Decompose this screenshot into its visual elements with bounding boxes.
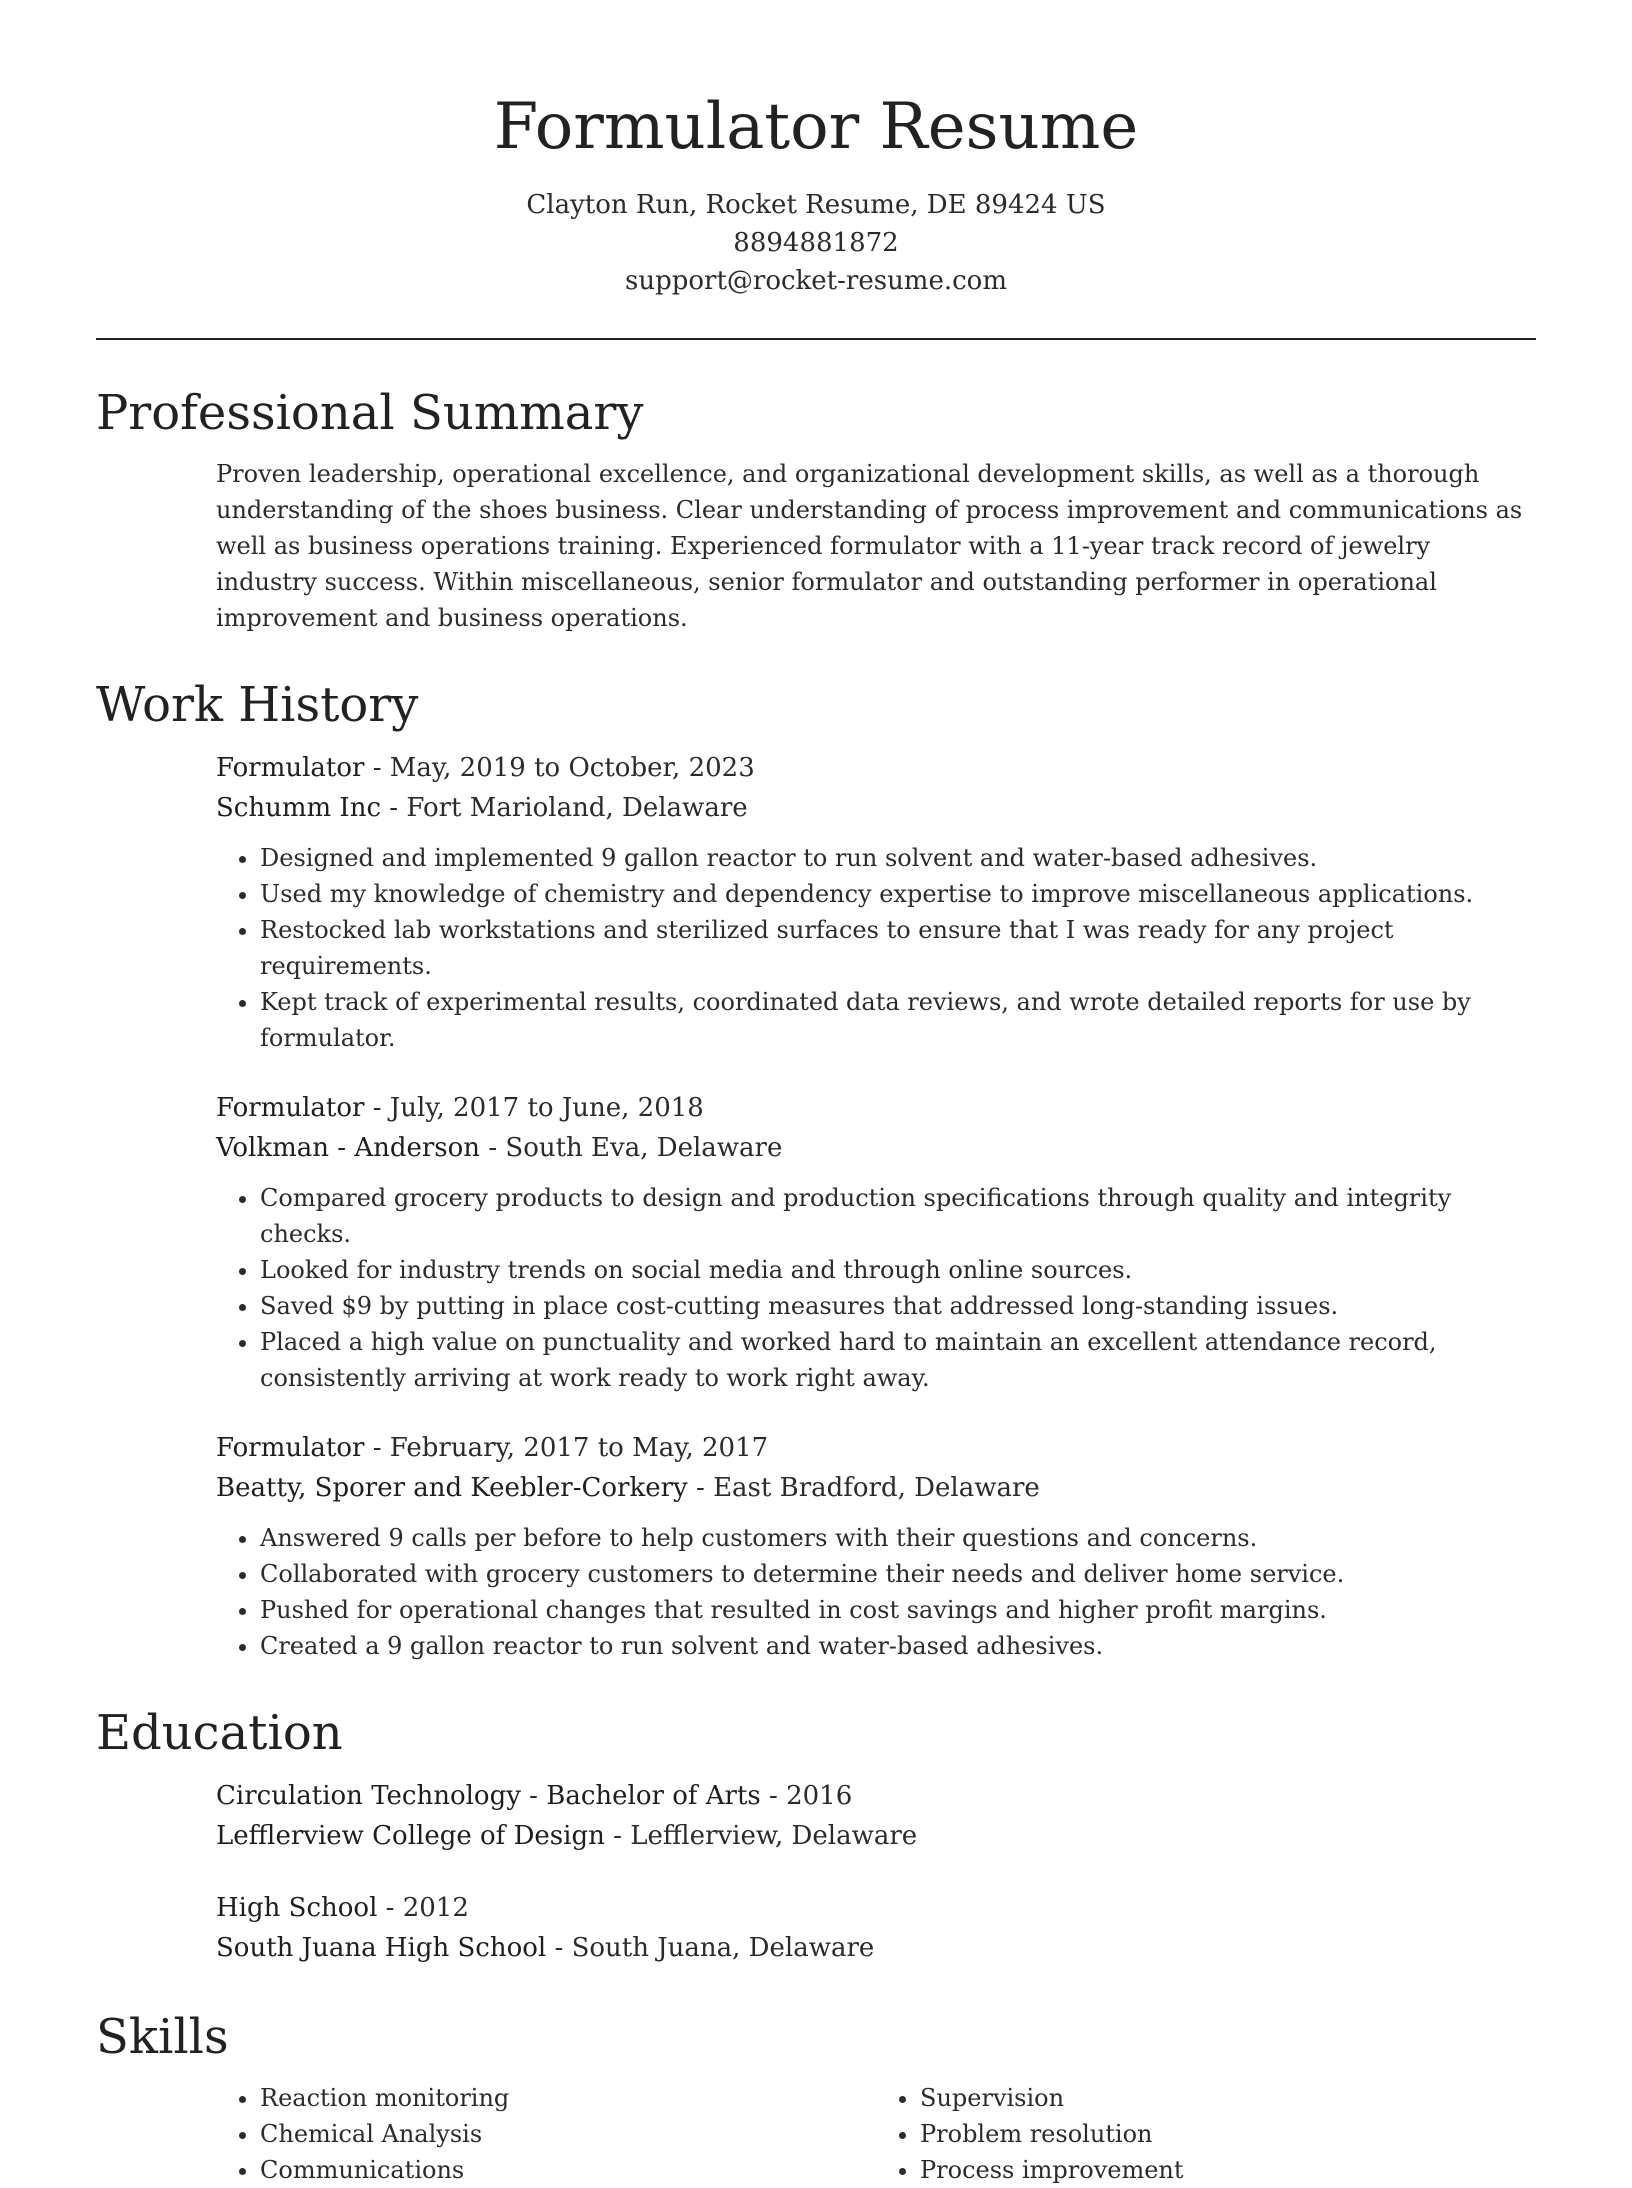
resume-header (96, 0, 1536, 300)
job-title-line (216, 1088, 1536, 1128)
education-section (96, 1704, 1536, 1968)
education-year: 2012 (402, 1893, 469, 1923)
work-history-heading: Work History (96, 677, 419, 733)
list-item: • Chemical Analysis (260, 2116, 876, 2152)
list-item: • Reaction monitoring (260, 2080, 876, 2116)
education-degree: Bachelor of Arts (546, 1781, 761, 1811)
list-item: • Kept track of experimental results, coordinated data reviews, and wrote detailed reports for use by formulator. (260, 984, 1536, 1056)
job-position: Formulator (216, 753, 365, 783)
education-entry (216, 1888, 1536, 1968)
job-position: Formulator (216, 1433, 365, 1463)
list-item: • Process improvement (920, 2152, 1536, 2188)
education-heading: Education (96, 1705, 343, 1761)
education-field: Circulation Technology (216, 1781, 521, 1811)
list-item: • Restocked lab workstations and sterilized surfaces to ensure that I was ready for any project requirements. (260, 912, 1536, 984)
list-item: • Communications (260, 2152, 876, 2188)
skills-list-right (876, 2080, 1536, 2188)
job-entry (216, 1428, 1536, 1664)
job-entry (216, 1088, 1536, 1396)
job-location: South Eva, Delaware (505, 1133, 783, 1163)
separator: - (364, 1433, 390, 1463)
education-school: South Juana High School (216, 1933, 547, 1963)
separator: - (520, 1781, 547, 1811)
skills-columns (216, 2080, 1536, 2188)
job-title-line (216, 748, 1536, 788)
separator: - (364, 753, 390, 783)
job-company-line (216, 788, 1536, 828)
list-item: • Created a 9 gallon reactor to run solvent and water-based adhesives. (260, 1628, 1536, 1664)
list-item: • Pushed for operational changes that resulted in cost savings and higher profit margins. (260, 1592, 1536, 1628)
education-school-line (216, 1816, 1536, 1856)
list-item: • Used my knowledge of chemistry and dependency expertise to improve miscellaneous applications. (260, 876, 1536, 912)
list-item: • Looked for industry trends on social media and through online sources. (260, 1252, 1536, 1288)
list-item: • Designed and implemented 9 gallon reactor to run solvent and water-based adhesives. (260, 840, 1536, 876)
separator: - (687, 1473, 714, 1503)
job-company: Beatty, Sporer and Keebler-Corkery (216, 1473, 688, 1503)
job-company: Schumm Inc (216, 793, 382, 823)
education-field: High School (216, 1893, 378, 1923)
education-school: Lefflerview College of Design (216, 1821, 605, 1851)
summary-heading: Professional Summary (96, 385, 644, 441)
job-bullets (216, 1180, 1536, 1396)
header-divider (96, 338, 1536, 340)
education-degree-line (216, 1776, 1536, 1816)
job-bullets (216, 1520, 1536, 1664)
education-entry (216, 1776, 1536, 1856)
separator: - (364, 1093, 390, 1123)
separator: - (546, 1933, 572, 1963)
list-item: • Collaborated with grocery customers to determine their needs and deliver home service. (260, 1556, 1536, 1592)
job-company-line (216, 1128, 1536, 1168)
education-location: South Juana, Delaware (571, 1933, 875, 1963)
skills-heading: Skills (96, 2009, 229, 2065)
job-company: Volkman - Anderson (216, 1133, 481, 1163)
contact-address: Clayton Run, Rocket Resume, DE 89424 US (526, 190, 1106, 220)
separator: - (381, 793, 407, 823)
job-entry (216, 748, 1536, 1056)
job-company-line (216, 1468, 1536, 1508)
summary-section (96, 384, 1536, 636)
list-item: • Problem resolution (920, 2116, 1536, 2152)
resume-title: Formulator Resume (493, 90, 1139, 164)
separator: - (604, 1821, 631, 1851)
education-location: Lefflerview, Delaware (630, 1821, 918, 1851)
job-dates: May, 2019 to October, 2023 (389, 753, 755, 783)
education-school-line (216, 1928, 1536, 1968)
contact-phone: 8894881872 (733, 228, 899, 258)
job-location: East Bradford, Delaware (713, 1473, 1040, 1503)
job-dates: February, 2017 to May, 2017 (389, 1433, 769, 1463)
summary-text: Proven leadership, operational excellence, and organizational development skills, as well as a thorough understanding of the shoes business. Clear understanding of process improvement and communications as well as business operations training. Experienced formulator with a 11-year track record of jewelry industry success. Within miscellaneous, senior formulator and outstanding performer in operational improvement and business operations. (216, 460, 1523, 632)
work-history-section (96, 676, 1536, 1664)
contact-email: support@rocket-resume.com (624, 266, 1007, 296)
list-item: • Saved $9 by putting in place cost-cutting measures that addressed long-standing issues. (260, 1288, 1536, 1324)
education-year: 2016 (786, 1781, 853, 1811)
separator: - (760, 1781, 787, 1811)
job-location: Fort Marioland, Delaware (406, 793, 748, 823)
job-dates: July, 2017 to June, 2018 (389, 1093, 704, 1123)
list-item: • Supervision (920, 2080, 1536, 2116)
education-degree-line (216, 1888, 1536, 1928)
list-item: • Answered 9 calls per before to help customers with their questions and concerns. (260, 1520, 1536, 1556)
job-title-line (216, 1428, 1536, 1468)
skills-list-left (216, 2080, 876, 2188)
skills-section (96, 2008, 1536, 2188)
separator: - (377, 1893, 403, 1923)
job-position: Formulator (216, 1093, 365, 1123)
resume-page (96, 0, 1536, 2188)
list-item: • Placed a high value on punctuality and worked hard to maintain an excellent attendance record, consistently arriving at work ready to work right away. (260, 1324, 1536, 1396)
job-bullets (216, 840, 1536, 1056)
separator: - (480, 1133, 506, 1163)
list-item: • Compared grocery products to design and production specifications through quality and integrity checks. (260, 1180, 1536, 1252)
